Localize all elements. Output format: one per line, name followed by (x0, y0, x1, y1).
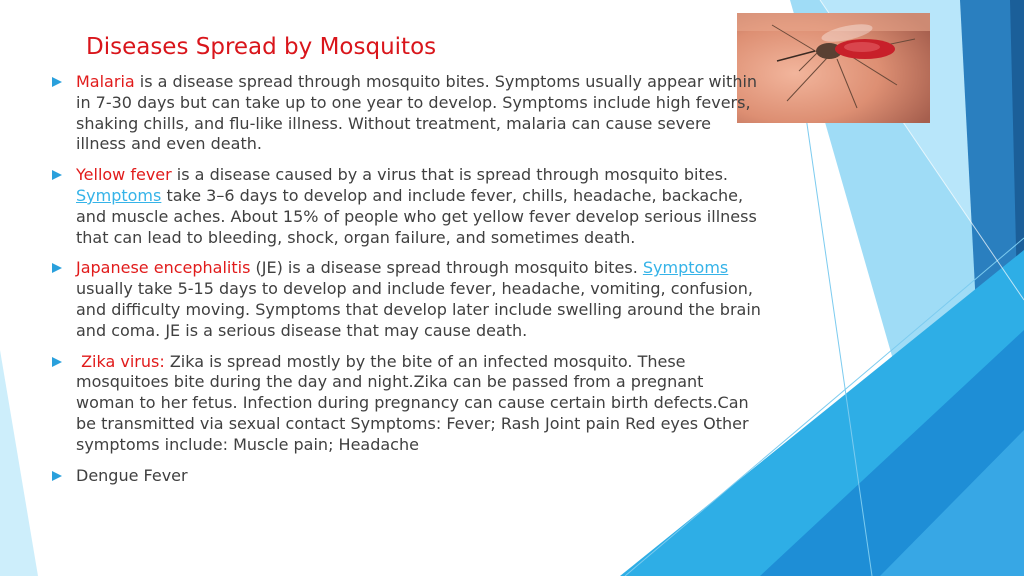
term-malaria: Malaria (76, 72, 135, 91)
bullet-japanese-encephalitis (48, 258, 763, 341)
term-yellow-fever: Yellow fever (76, 165, 172, 185)
je-text-2: usually take 5-15 days to develop and include fever, headache, vomiting, confusion, and difficulty moving. Symptoms that develop later include swelling around the brain and coma. JE is a serious disease that may cause death. (76, 279, 761, 340)
symptoms-link-yellow-fever[interactable]: Symptoms (76, 185, 162, 205)
bullet-malaria (48, 72, 763, 155)
bullet-yellow-fever (48, 165, 763, 248)
slide-title: Diseases Spread by Mosquitos (86, 34, 437, 60)
bullet-list (48, 72, 763, 496)
zika-text: Zika is spread mostly by the bite of an infected mosquito. These mosquitoes bite during the day and night.Zika can be passed from a pregnant woman to her fetus. Infection during pregnancy can cause certain birth defects.Can be transmitted via sexual contact Symptoms: Fever; Rash Joint pain Red eyes Other symptoms include: Muscle pain; Headache (76, 351, 749, 454)
symptoms-link-je[interactable]: Symptoms (642, 258, 729, 278)
bullet-arrow-icon (52, 77, 62, 87)
yellow-fever-text-1: is a disease caused by a virus that is spread through mosquito bites. (171, 165, 728, 185)
bullet-arrow-icon (52, 471, 62, 481)
bullet-arrow-icon (52, 263, 62, 273)
bullet-arrow-icon (52, 357, 62, 367)
term-japanese-encephalitis: Japanese encephalitis (76, 258, 251, 278)
bullet-arrow-icon (52, 170, 62, 180)
bullet-zika (48, 352, 763, 456)
malaria-text: is a disease spread through mosquito bites. Symptoms usually appear within in 7-30 days but can take up to one year to develop. Symptoms include high fevers, shaking chills, and flu-like illness. Without treatment, malaria can cause severe illness and even death. (76, 72, 758, 154)
term-zika: Zika virus: (76, 351, 165, 371)
dengue-text: Dengue Fever (76, 465, 188, 485)
mosquito-photo (737, 13, 930, 123)
yellow-fever-text-2: take 3–6 days to develop and include fever, chills, headache, backache, and muscle aches. About 15% of people who get yellow fever develop serious illness that can lead to bleeding, shock, organ failure, and sometimes death. (76, 185, 757, 247)
je-text-1: (JE) is a disease spread through mosquito bites. (250, 258, 643, 278)
bullet-dengue (48, 466, 763, 487)
